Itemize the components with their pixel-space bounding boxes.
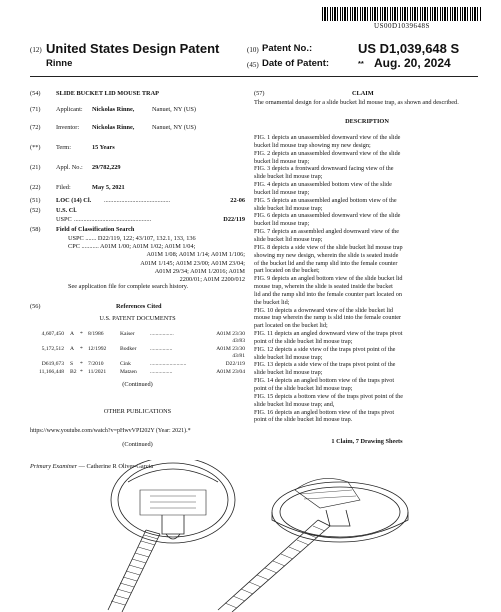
figure-description-line: FIG. 4 depicts an unassembled bottom view of the slide xyxy=(254,181,392,189)
uscl-label: U.S. Cl. xyxy=(56,207,77,214)
bucket-lid-right xyxy=(272,478,408,542)
refs-tag: (56) xyxy=(30,303,41,310)
ramp-right-rungs xyxy=(225,526,325,608)
figure-description-line: point of the slide bucket lid mouse trap; xyxy=(254,337,353,345)
inventor-tag: (72) xyxy=(30,124,41,131)
reference-name: Matzen xyxy=(120,369,137,375)
reference-name: Kaiser xyxy=(120,331,135,337)
loc-leader: .......................................... xyxy=(104,197,171,204)
reference-no: D619,673 xyxy=(41,361,64,367)
figure-description-line: slide bucket lid mouse trap; xyxy=(254,235,323,243)
figure-description-line: FIG. 10 depicts a downward view of the slide bucket lid xyxy=(254,306,394,314)
field-line: A01M 1/08; A01M 1/14; A01M 1/106; xyxy=(146,251,245,259)
title-tag: (54) xyxy=(30,90,41,97)
uspc-label: USPC xyxy=(56,216,72,223)
examiner-name: — Catherine R Oliver-Garcia xyxy=(78,463,154,470)
uscl-tag: (52) xyxy=(30,207,41,214)
figure-description-line: point of the slide bucket lid mouse trap. xyxy=(254,416,353,424)
patent-no-tag: (10) xyxy=(247,46,259,54)
date-label: Date of Patent: xyxy=(262,58,330,69)
refs-title: References Cited xyxy=(116,303,162,310)
reference-cl: A01M 23/30 xyxy=(216,346,245,352)
continued-note-2: (Continued) xyxy=(122,441,153,448)
right-column xyxy=(254,90,480,446)
figure-description-line: mouse trap wherein the ramp is slid into the female counter xyxy=(254,314,402,322)
inventor-label: Inventor: xyxy=(56,124,80,131)
reference-kind: B2 xyxy=(70,369,77,375)
reference-dots: ................ xyxy=(150,369,173,375)
reference-dots: ................. xyxy=(150,331,174,337)
search-history-note: See application file for complete search history. xyxy=(68,283,189,290)
reference-cl: A01M 23/04 xyxy=(216,369,245,375)
figure-description-line: FIG. 3 depicts a frontward downward facing view of the xyxy=(254,165,394,173)
figure-description-line: slide bucket lid mouse trap; xyxy=(254,173,323,181)
header-rule xyxy=(30,76,478,77)
reference-dots: .......................... xyxy=(150,361,187,367)
reference-row xyxy=(30,369,245,377)
figure-description-line: FIG. 7 depicts an assembled angled downward view of the xyxy=(254,228,400,236)
inventor-location: Nanuet, NY (US) xyxy=(152,124,197,131)
description-title: DESCRIPTION xyxy=(345,118,389,125)
kind-tag: (12) xyxy=(30,46,42,54)
loc-tag: (51) xyxy=(30,197,41,204)
reference-kind: S xyxy=(70,361,74,367)
reference-star: * xyxy=(80,361,83,367)
figure-description-line: of the bucket lid and the ramp slid into the female counter xyxy=(254,259,398,267)
other-publication: https://www.youtube.com/watch?v=pHwvVPI202Y (Year: 2021).* xyxy=(30,428,191,434)
reference-dots: ................ xyxy=(150,346,173,352)
figure-description-line: FIG. 13 depicts a side view of the traps pivot point of the xyxy=(254,361,396,369)
claim-tag: (57) xyxy=(254,90,265,97)
reference-name: Bodker xyxy=(120,346,137,352)
appl-tag: (21) xyxy=(30,164,41,171)
figure-description-line: FIG. 6 depicts an unassembled downward view of the slide xyxy=(254,212,401,220)
claims-summary: 1 Claim, 7 Drawing Sheets xyxy=(331,438,403,446)
figure-description-line: FIG. 12 depicts a side view of the traps pivot point of the xyxy=(254,345,396,353)
figure-description-line: FIG. 11 depicts an angled downward view of the traps pivot xyxy=(254,330,403,338)
figure-description-line: the bucket lid; xyxy=(254,298,290,306)
reference-no: 4,607,450 xyxy=(41,331,64,337)
term-value: 15 Years xyxy=(92,144,115,151)
barcode-number: US00D1039648S xyxy=(374,22,430,30)
figure-description-line: FIG. 14 depicts an angled bottom view of the traps pivot xyxy=(254,377,395,385)
reference-cl: A01M 23/30 xyxy=(216,331,245,337)
figure-description-line: showing my new design, wherein the slide is seated inside xyxy=(254,251,399,259)
filed-label: Filed: xyxy=(56,184,71,191)
figure-description-line: FIG. 5 depicts an unassembled angled bottom view of the xyxy=(254,196,397,204)
barcode-image xyxy=(322,7,482,21)
figure-description-line: slide bucket lid mouse trap; and, xyxy=(254,400,335,408)
figure-description-line: bucket lid mouse trap showing my new design; xyxy=(254,141,371,149)
applicant-name: Nickolas Rinne, xyxy=(92,106,135,113)
figure-description-line: FIG. 8 depicts a side view of the slide bucket lid mouse trap xyxy=(254,243,403,251)
reference-cl2: 43/81 xyxy=(232,353,245,359)
reference-date: 11/2021 xyxy=(88,369,107,375)
patent-drawing xyxy=(0,460,501,612)
field-search-list xyxy=(30,235,245,283)
references-list xyxy=(30,331,245,377)
date-tag: (45) xyxy=(247,61,259,69)
bucket-lid-left xyxy=(111,460,235,543)
ramp-left-rungs xyxy=(111,535,158,605)
field-line: A01M 1/145; A01M 23/00; A01M 23/04; xyxy=(140,259,245,267)
appl-number: 29/782,229 xyxy=(92,164,121,171)
figure-description-line: part located on the bucket; xyxy=(254,267,320,275)
figure-description-line: bucket lid mouse trap; xyxy=(254,220,310,228)
reference-row xyxy=(30,361,245,369)
invention-title: SLIDE BUCKET LID MOUSE TRAP xyxy=(56,90,159,97)
figure-description-line: point of the slide bucket lid mouse trap; xyxy=(254,385,353,392)
claim-text: The ornamental design for a slide bucket lid mouse trap, as shown and described. xyxy=(254,99,459,106)
figure-description-line: slide bucket lid mouse trap; xyxy=(254,353,323,361)
filed-tag: (22) xyxy=(30,184,41,191)
figure-description-line: FIG. 15 depicts a bottom view of the traps pivot point of the xyxy=(254,392,403,400)
field-line: USPC ....... D22/119, 122; 43/107, 132.1, 133, 136 xyxy=(68,235,196,242)
figure-description-line: bucket lid mouse trap; xyxy=(254,188,310,196)
field-line: CPC ........... A01M 1/00; A01M 1/02; A01M 1/04; xyxy=(68,243,196,251)
continued-note: (Continued) xyxy=(122,381,153,388)
other-pubs-title: OTHER PUBLICATIONS xyxy=(103,408,172,415)
patent-no-label: Patent No.: xyxy=(262,43,313,54)
uspc-leader: ................................................. xyxy=(74,216,152,223)
term-tag: (**) xyxy=(30,144,41,151)
field-line: 2200/01; A01M 2200/012 xyxy=(179,276,245,284)
ramp-right xyxy=(218,520,330,612)
claim-title: CLAIM xyxy=(352,90,374,97)
reference-date: 12/1992 xyxy=(88,346,107,352)
applicant-tag: (71) xyxy=(30,106,41,113)
reference-no: 5,172,512 xyxy=(41,346,64,352)
figure-description-line: lid and the ramp slid into the female counter part located on xyxy=(254,290,402,298)
loc-label: LOC (14) Cl. xyxy=(56,197,92,204)
term-label: Term: xyxy=(56,144,71,151)
date-stars: ** xyxy=(358,59,364,68)
reference-date: 8/1986 xyxy=(88,331,104,337)
figure-description-line: FIG. 2 depicts an unassembled downward view of the slide xyxy=(254,149,401,157)
field-label: Field of Classification Search xyxy=(56,226,135,233)
reference-star: * xyxy=(80,346,83,352)
figure-description-line: mouse trap, wherein the slide is seated inside the bucket xyxy=(254,283,393,291)
figure-description-line: FIG. 1 depicts an unassembled downward view of the slide xyxy=(254,134,401,141)
loc-value: 22-06 xyxy=(230,197,245,204)
reference-star: * xyxy=(80,369,83,375)
reference-row xyxy=(30,346,245,361)
field-tag: (58) xyxy=(30,226,41,233)
filed-date: May 5, 2021 xyxy=(92,184,125,191)
reference-star: * xyxy=(80,331,83,337)
reference-cl2: 43/83 xyxy=(232,338,245,344)
reference-kind: A xyxy=(70,346,75,352)
reference-no: 11,166,448 xyxy=(39,369,64,375)
reference-kind: A xyxy=(70,331,75,337)
figure-description-line: part located on the bucket lid; xyxy=(254,322,328,330)
reference-cl: D22/119 xyxy=(225,361,245,367)
inventor-name: Nickolas Rinne, xyxy=(92,124,135,131)
applicant-label: Applicant: xyxy=(56,106,83,113)
figure-descriptions xyxy=(254,134,480,424)
examiner-label: Primary Examiner xyxy=(30,463,78,470)
applicant-location: Nanuet, NY (US) xyxy=(152,106,197,113)
appl-label: Appl. No.: xyxy=(56,164,83,171)
figure-description-line: bucket lid mouse trap; xyxy=(254,157,310,165)
uspc-value: D22/119 xyxy=(223,216,245,223)
field-line: A01M 29/34; A01M 1/2016; A01M xyxy=(154,267,245,275)
patent-number: US D1,039,648 S xyxy=(358,41,460,56)
figure-description-line: FIG. 16 depicts an angled bottom view of the traps pivot xyxy=(254,408,395,416)
reference-row xyxy=(30,331,245,346)
figure-description-line: FIG. 9 depicts an angled bottom view of the slide bucket lid xyxy=(254,275,403,283)
reference-date: 7/2010 xyxy=(88,361,104,367)
reference-name: Cink xyxy=(120,361,131,367)
patent-date: Aug. 20, 2024 xyxy=(374,56,451,70)
inventor-surname: Rinne xyxy=(46,58,73,69)
us-docs-title: U.S. PATENT DOCUMENTS xyxy=(99,315,176,322)
left-column xyxy=(30,90,245,471)
ramp-left xyxy=(108,530,160,612)
figure-description-line: slide bucket lid mouse trap; xyxy=(254,369,323,377)
patent-type-title: United States Design Patent xyxy=(46,41,220,56)
figure-description-line: slide bucket lid mouse trap; xyxy=(254,204,323,212)
